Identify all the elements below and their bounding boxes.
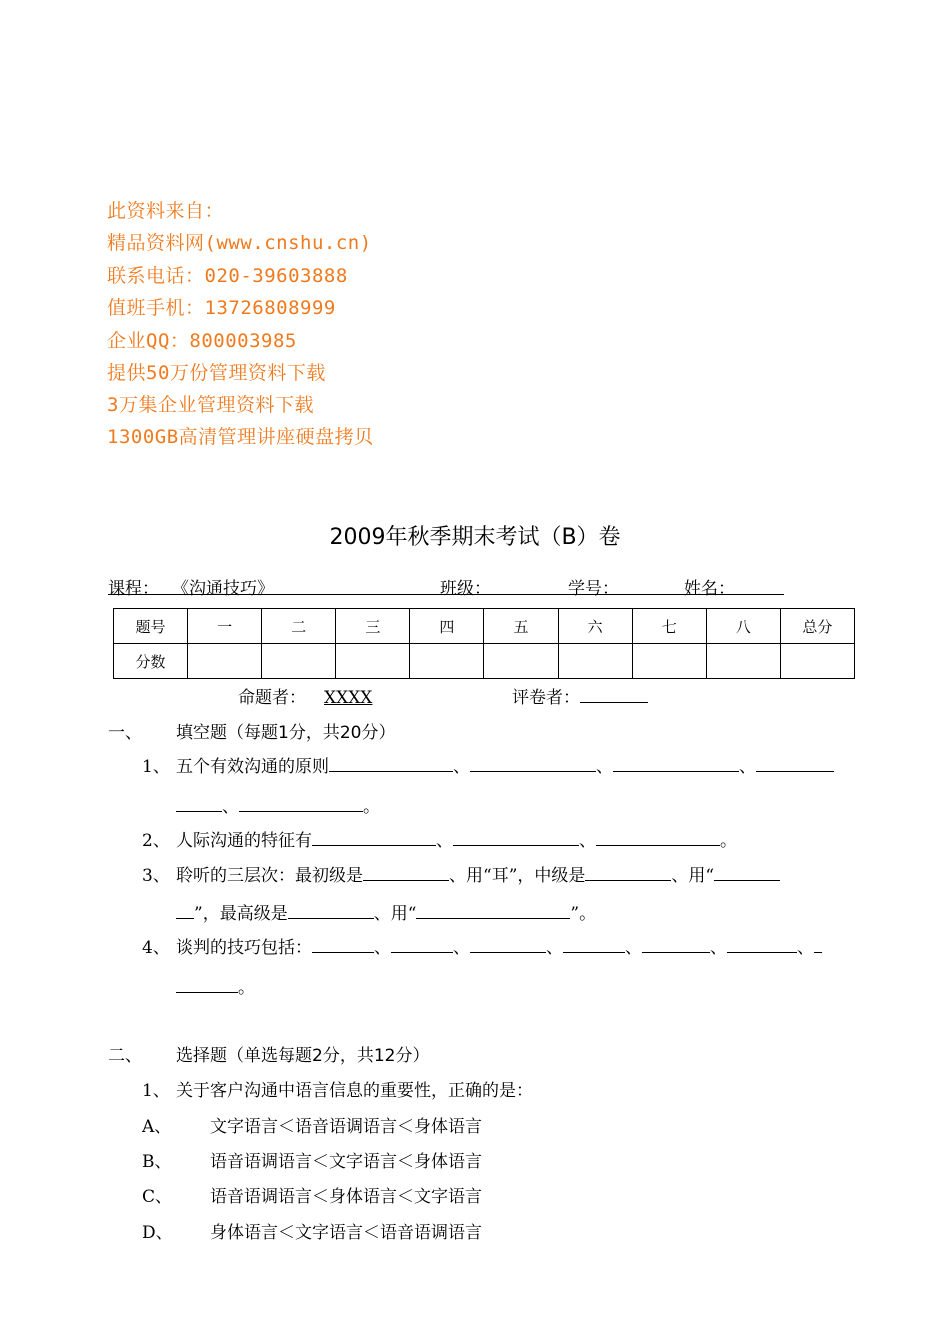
- score-cell[interactable]: [706, 644, 780, 679]
- grader-label: 评卷者：: [512, 688, 580, 708]
- course-value: 《沟通技巧》: [172, 579, 274, 599]
- option-a-letter[interactable]: A、: [142, 1117, 172, 1137]
- answer-blank[interactable]: [756, 754, 834, 772]
- q3-text-d: ”，最高级是: [194, 904, 288, 924]
- score-table-header-row: [114, 609, 855, 644]
- answer-blank[interactable]: [585, 863, 671, 881]
- score-row-label: 分数: [114, 644, 188, 679]
- answer-blank[interactable]: [312, 935, 374, 953]
- header-cell-8: 八: [706, 609, 780, 644]
- q4-text: 谈判的技巧包括：: [176, 938, 312, 958]
- promo-line-offer-1: 提供50万份管理资料下载: [107, 362, 326, 384]
- score-cell[interactable]: [336, 644, 410, 679]
- answer-blank[interactable]: [596, 828, 720, 846]
- answer-blank[interactable]: [176, 975, 238, 993]
- s2-q1-number: 1、: [142, 1081, 170, 1101]
- q4-line-1: 谈判的技巧包括： 、 、 、 、 、 、: [176, 933, 822, 958]
- q3-line-2: [176, 899, 596, 924]
- name-label: 姓名：: [684, 579, 735, 599]
- exam-title: 2009年秋季期末考试（B）卷: [329, 525, 621, 550]
- option-c-letter[interactable]: C、: [142, 1187, 173, 1207]
- q4-line-2: 。: [176, 973, 255, 998]
- q1-line-2: 、 。: [176, 792, 380, 817]
- answer-blank[interactable]: [727, 935, 797, 953]
- option-d-letter[interactable]: D、: [142, 1223, 173, 1243]
- answer-blank[interactable]: [563, 935, 625, 953]
- answer-blank[interactable]: [613, 754, 739, 772]
- q3-line-1: [176, 861, 780, 886]
- answer-blank[interactable]: [239, 794, 363, 812]
- option-a-text[interactable]: 文字语言＜语音语调语言＜身体语言: [210, 1117, 482, 1137]
- setter-label: 命题者：: [238, 688, 306, 708]
- q2-text: 人际沟通的特征有: [176, 831, 312, 851]
- promo-line-offer-2: 3万集企业管理资料下载: [107, 394, 314, 416]
- section-1-heading: 填空题（每题1分，共20分）: [176, 723, 396, 743]
- answer-blank[interactable]: [642, 935, 710, 953]
- answer-blank[interactable]: [416, 901, 570, 919]
- header-cell-1: 一: [188, 609, 262, 644]
- answer-blank[interactable]: [363, 863, 449, 881]
- q3-text-f: ”。: [570, 904, 597, 924]
- s2-q1-text: 关于客户沟通中语言信息的重要性，正确的是：: [176, 1081, 533, 1101]
- q3-number: 3、: [142, 866, 170, 886]
- q2-number: 2、: [142, 831, 170, 851]
- score-cell[interactable]: [262, 644, 336, 679]
- setter-line: [238, 683, 390, 708]
- header-cell-total: 总分: [780, 609, 854, 644]
- option-d-text[interactable]: 身体语言＜文字语言＜语音语调语言: [210, 1223, 482, 1243]
- q3-text-a: 聆听的三层次：最初级是: [176, 866, 363, 886]
- q1-number: 1、: [142, 757, 170, 777]
- exam-info-line: [108, 574, 784, 599]
- answer-blank[interactable]: [714, 863, 780, 881]
- header-cell-3: 三: [336, 609, 410, 644]
- grader-blank[interactable]: [580, 685, 648, 703]
- answer-blank[interactable]: [312, 828, 436, 846]
- setter-value: XXXX: [324, 688, 373, 708]
- score-cell[interactable]: [484, 644, 558, 679]
- promo-line-mobile: 值班手机：13726808999: [107, 297, 336, 319]
- answer-blank[interactable]: [176, 794, 222, 812]
- option-b-letter[interactable]: B、: [142, 1152, 172, 1172]
- section-2-number: 二、: [108, 1046, 142, 1066]
- score-cell[interactable]: [558, 644, 632, 679]
- class-label: 班级：: [440, 579, 491, 599]
- promo-line-source: 此资料来自：: [107, 200, 225, 222]
- promo-line-offer-3: 1300GB高清管理讲座硬盘拷贝: [107, 426, 374, 448]
- q1-line-1: 五个有效沟通的原则 、 、 、: [176, 752, 834, 777]
- answer-blank[interactable]: [329, 754, 453, 772]
- section-1-number: 一、: [108, 723, 142, 743]
- section-2-heading: 选择题（单选每题2分，共12分）: [176, 1046, 430, 1066]
- score-cell[interactable]: [188, 644, 262, 679]
- answer-blank[interactable]: [391, 935, 453, 953]
- course-label: 课程：: [108, 579, 159, 599]
- q2-line: 人际沟通的特征有 、 、 。: [176, 826, 737, 851]
- answer-blank[interactable]: [470, 754, 596, 772]
- answer-blank[interactable]: [176, 901, 194, 919]
- score-table: [113, 608, 855, 679]
- promo-line-phone: 联系电话：020-39603888: [107, 265, 348, 287]
- grader-line: [512, 683, 648, 708]
- option-c-text[interactable]: 语音语调语言＜身体语言＜文字语言: [210, 1187, 482, 1207]
- q4-number: 4、: [142, 938, 170, 958]
- score-cell[interactable]: [632, 644, 706, 679]
- score-cell[interactable]: [410, 644, 484, 679]
- q3-text-c: 、用“: [671, 866, 715, 886]
- answer-blank[interactable]: [453, 828, 579, 846]
- header-cell-7: 七: [632, 609, 706, 644]
- score-table-score-row: [114, 644, 855, 679]
- promo-line-website: 精品资料网(www.cnshu.cn): [107, 232, 372, 254]
- student-id-label: 学号：: [568, 579, 619, 599]
- promo-line-qq: 企业QQ：800003985: [107, 330, 297, 352]
- header-cell-4: 四: [410, 609, 484, 644]
- answer-blank[interactable]: [288, 901, 374, 919]
- header-cell-6: 六: [558, 609, 632, 644]
- header-cell-question-no: 题号: [114, 609, 188, 644]
- q1-text: 五个有效沟通的原则: [176, 757, 329, 777]
- header-cell-2: 二: [262, 609, 336, 644]
- option-b-text[interactable]: 语音语调语言＜文字语言＜身体语言: [210, 1152, 482, 1172]
- answer-blank[interactable]: [470, 935, 546, 953]
- q3-text-b: 、用“耳”，中级是: [449, 866, 586, 886]
- header-cell-5: 五: [484, 609, 558, 644]
- score-cell[interactable]: [780, 644, 854, 679]
- q3-text-e: 、用“: [373, 904, 417, 924]
- answer-blank[interactable]: [814, 935, 822, 953]
